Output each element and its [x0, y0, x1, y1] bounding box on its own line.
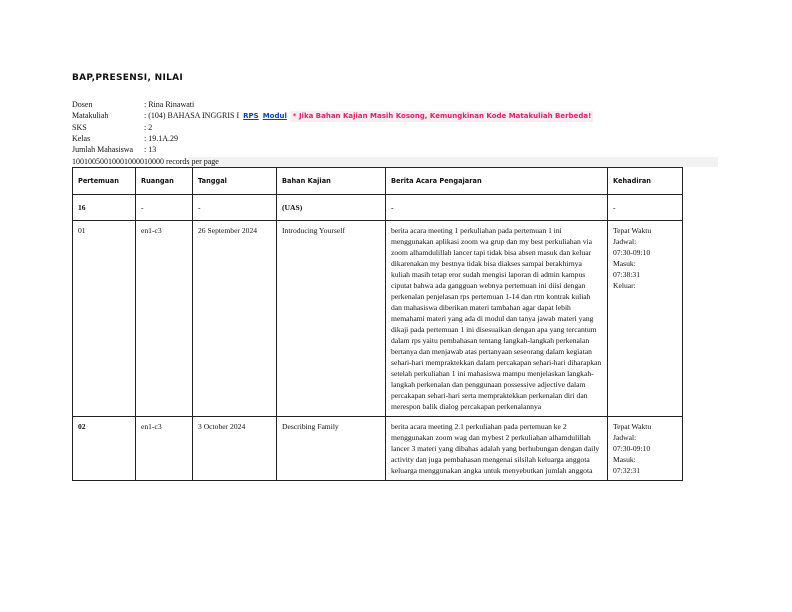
- rps-link[interactable]: RPS: [243, 112, 259, 120]
- cell-kehadiran: [608, 221, 683, 417]
- header-pertemuan[interactable]: Pertemuan: [73, 168, 136, 195]
- cell-bahan-kajian: (UAS): [277, 195, 386, 221]
- cell-kehadiran: -: [608, 195, 683, 221]
- warning-text: * Jika Bahan Kajian Masih Kosong, Kemungkinan Kode Matakuliah Berbeda!: [292, 112, 592, 120]
- kehadiran-masuk-label: Masuk:: [613, 259, 636, 268]
- kehadiran-masuk: 07:32:31: [613, 466, 641, 475]
- info-row-sks: [72, 122, 593, 133]
- cell-pertemuan: 01: [73, 221, 136, 417]
- info-label: Kelas: [72, 134, 91, 143]
- info-label: Dosen: [72, 100, 93, 109]
- table-row: [73, 221, 683, 417]
- kehadiran-jadwal-label: Jadwal:: [613, 237, 637, 246]
- cell-berita-acara: berita acara meeting 2.1 perkuliahan pada pertemuan ke 2 menggunakan zoom wag dan mybest 2 perkuliahan alhamdulillah lancer 3 materi yang dibahas adalah yang berhubungan dengan daily activity dan juga pembahasan mengenai silsilah keluarga anggota keluarga menggunakan angka untuk menyebutkan jumlah anggota: [386, 417, 608, 481]
- table-row: [73, 417, 683, 481]
- records-per-page-select[interactable]: 10010050010001000010000 records per page: [72, 157, 219, 166]
- cell-tanggal: -: [193, 195, 277, 221]
- page-title: BAP,PRESENSI, NILAI: [72, 73, 184, 83]
- header-bahan-kajian[interactable]: Bahan Kajian: [277, 168, 386, 195]
- info-label: Matakuliah: [72, 111, 109, 120]
- info-label: Jumlah Mahasiswa: [72, 145, 134, 154]
- cell-bahan-kajian: Describing Family: [277, 417, 386, 481]
- kehadiran-masuk: 07:38:31: [613, 270, 641, 279]
- records-bar: [188, 157, 718, 167]
- bap-table: [72, 167, 683, 481]
- header-tanggal[interactable]: Tanggal: [193, 168, 277, 195]
- cell-tanggal: 26 September 2024: [193, 221, 277, 417]
- table-row: [73, 195, 683, 221]
- cell-berita-acara: berita acara meeting 1 perkuliahan pada pertemuan 1 ini menggunakan aplikasi zoom wa grup dan my best perkuliahan via zoom alhamdulillah lancer tapi tidak bisa absen masuk dan keluar dikarenakan my bestnya tidak bisa diakses sampai berakhirnya kuliah masih tetap eror sudah mengisi laporan di admin kampus ciputat bahwa ada gangguan webnya pertemuan ini diisi dengan perkenalan penjelasan rps pertemuan 1-14 dan rtm kontrak kuliah dan mahasiswa diberikan materi tambahan agar dapat lebih memahami materi yang ada di modul dan tanya jawab materi yang dikaji pada pertemuan 1 ini disesuaikan dengan apa yang tercantum dalam rps yaitu pembahasan tentang langkah-langkah perkenalan bertanya dan menjawab atas pertanyaan seseorang dalam kegiatan sehari-hari mempraktekkan dalam percakapan sehari-hari diharapkan setelah perkuliahan 1 ini mahasiswa mampu menjelaskan langkah-langkah perkenalan dan penggunaan possessive adjective dalam percakapan sehari-hari serta mempraktekkan perkenalan diri dan merespon balik dialog percakapan perkenalannya: [386, 221, 608, 417]
- header-kehadiran[interactable]: Kehadiran: [608, 168, 683, 195]
- header-ruangan[interactable]: Ruangan: [136, 168, 193, 195]
- info-row-matakuliah: [72, 110, 593, 122]
- info-value-matakuliah: [144, 110, 593, 122]
- cell-ruangan: en1-c3: [136, 417, 193, 481]
- modul-link[interactable]: Modul: [262, 112, 287, 120]
- cell-berita-acara: -: [386, 195, 608, 221]
- kehadiran-jadwal: 07:30-09:10: [613, 444, 651, 453]
- cell-pertemuan: 16: [73, 195, 136, 221]
- kehadiran-keluar-label: Keluar:: [613, 281, 636, 290]
- cell-tanggal: 3 October 2024: [193, 417, 277, 481]
- kehadiran-jadwal: 07:30-09:10: [613, 248, 651, 257]
- cell-ruangan: -: [136, 195, 193, 221]
- info-row-kelas: [72, 133, 593, 144]
- header-berita-acara[interactable]: Berita Acara Pengajaran: [386, 168, 608, 195]
- kehadiran-jadwal-label: Jadwal:: [613, 433, 637, 442]
- table-header-row: [73, 168, 683, 195]
- info-row-dosen: [72, 99, 593, 110]
- matakuliah-value: : (104) BAHASA INGGRIS I: [144, 111, 240, 120]
- info-label: SKS: [72, 123, 87, 132]
- cell-ruangan: en1-c3: [136, 221, 193, 417]
- kehadiran-masuk-label: Masuk:: [613, 455, 636, 464]
- info-value: : Rina Rinawati: [144, 100, 195, 109]
- course-info: [72, 99, 593, 155]
- kehadiran-status: Tepat Waktu: [613, 422, 652, 431]
- info-value: : 13: [144, 145, 157, 154]
- info-row-jumlah: [72, 144, 593, 155]
- kehadiran-status: Tepat Waktu: [613, 226, 652, 235]
- info-value: : 19.1A.29: [144, 134, 178, 143]
- cell-kehadiran: [608, 417, 683, 481]
- cell-bahan-kajian: Introducing Yourself: [277, 221, 386, 417]
- info-value: : 2: [144, 123, 153, 132]
- cell-pertemuan: 02: [73, 417, 136, 481]
